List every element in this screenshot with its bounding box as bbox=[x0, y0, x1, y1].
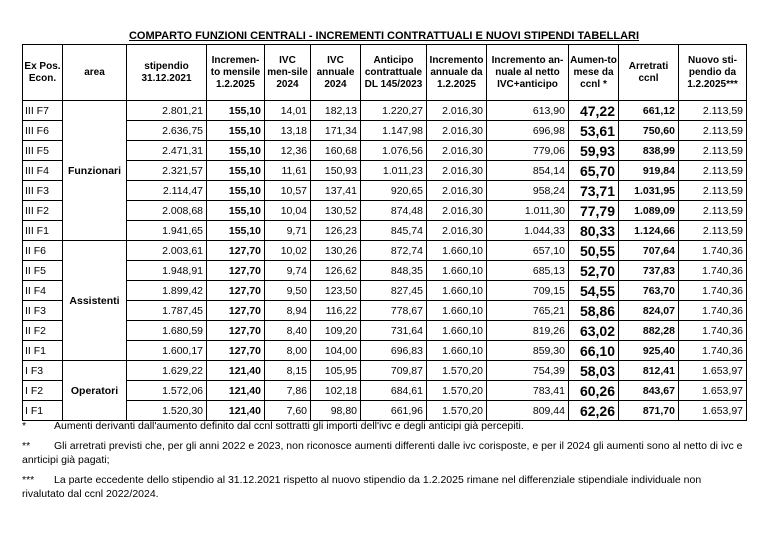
value-cell: 155,10 bbox=[207, 201, 265, 221]
value-cell: 2.113,59 bbox=[679, 181, 747, 201]
value-cell: 827,45 bbox=[361, 281, 427, 301]
value-cell: 871,70 bbox=[619, 401, 679, 421]
value-cell: 127,70 bbox=[207, 341, 265, 361]
value-cell: 13,18 bbox=[265, 121, 311, 141]
value-cell: 137,41 bbox=[311, 181, 361, 201]
value-cell: 155,10 bbox=[207, 221, 265, 241]
value-cell: 8,00 bbox=[265, 341, 311, 361]
value-cell: 58,03 bbox=[569, 361, 619, 381]
value-cell: 1.653,97 bbox=[679, 381, 747, 401]
value-cell: 696,83 bbox=[361, 341, 427, 361]
value-cell: 2.003,61 bbox=[127, 241, 207, 261]
table-row bbox=[23, 161, 747, 181]
value-cell: 12,36 bbox=[265, 141, 311, 161]
value-cell: 783,41 bbox=[487, 381, 569, 401]
value-cell: 50,55 bbox=[569, 241, 619, 261]
value-cell: 2.801,21 bbox=[127, 101, 207, 121]
value-cell: 1.740,36 bbox=[679, 281, 747, 301]
table-row bbox=[23, 181, 747, 201]
column-header: Arretrati ccnl bbox=[619, 45, 679, 101]
area-cell: Operatori bbox=[63, 361, 127, 421]
value-cell: 1.520,30 bbox=[127, 401, 207, 421]
position-cell: I F3 bbox=[23, 361, 63, 381]
value-cell: 121,40 bbox=[207, 381, 265, 401]
column-header: Incremento annuale da 1.2.2025 bbox=[427, 45, 487, 101]
value-cell: 127,70 bbox=[207, 281, 265, 301]
footnote bbox=[22, 419, 746, 433]
table-row bbox=[23, 341, 747, 361]
value-cell: 1.653,97 bbox=[679, 401, 747, 421]
value-cell: 1.740,36 bbox=[679, 261, 747, 281]
table-row bbox=[23, 361, 747, 381]
value-cell: 845,74 bbox=[361, 221, 427, 241]
table-row bbox=[23, 261, 747, 281]
value-cell: 2.636,75 bbox=[127, 121, 207, 141]
table-row bbox=[23, 221, 747, 241]
area-cell: Funzionari bbox=[63, 101, 127, 241]
table-row bbox=[23, 281, 747, 301]
value-cell: 1.660,10 bbox=[427, 341, 487, 361]
position-cell: III F7 bbox=[23, 101, 63, 121]
position-cell: I F2 bbox=[23, 381, 63, 401]
value-cell: 182,13 bbox=[311, 101, 361, 121]
value-cell: 77,79 bbox=[569, 201, 619, 221]
value-cell: 155,10 bbox=[207, 141, 265, 161]
value-cell: 127,70 bbox=[207, 301, 265, 321]
value-cell: 155,10 bbox=[207, 181, 265, 201]
position-cell: II F4 bbox=[23, 281, 63, 301]
value-cell: 824,07 bbox=[619, 301, 679, 321]
value-cell: 1.680,59 bbox=[127, 321, 207, 341]
value-cell: 1.629,22 bbox=[127, 361, 207, 381]
value-cell: 130,26 bbox=[311, 241, 361, 261]
value-cell: 2.113,59 bbox=[679, 121, 747, 141]
position-cell: III F5 bbox=[23, 141, 63, 161]
value-cell: 1.600,17 bbox=[127, 341, 207, 361]
value-cell: 2.113,59 bbox=[679, 201, 747, 221]
value-cell: 1.076,56 bbox=[361, 141, 427, 161]
value-cell: 127,70 bbox=[207, 241, 265, 261]
value-cell: 925,40 bbox=[619, 341, 679, 361]
value-cell: 9,71 bbox=[265, 221, 311, 241]
value-cell: 171,34 bbox=[311, 121, 361, 141]
value-cell: 765,21 bbox=[487, 301, 569, 321]
value-cell: 116,22 bbox=[311, 301, 361, 321]
value-cell: 1.124,66 bbox=[619, 221, 679, 241]
value-cell: 1.660,10 bbox=[427, 261, 487, 281]
value-cell: 1.899,42 bbox=[127, 281, 207, 301]
table-row bbox=[23, 201, 747, 221]
column-header: Incremen-to mensile 1.2.2025 bbox=[207, 45, 265, 101]
position-cell: II F6 bbox=[23, 241, 63, 261]
footnote-text: Aumenti derivanti dall'aumento definito dal ccnl sottratti gli importi dell'ivc e degli anticipi già percepiti. bbox=[54, 420, 524, 432]
value-cell: 10,57 bbox=[265, 181, 311, 201]
value-cell: 8,94 bbox=[265, 301, 311, 321]
table-row bbox=[23, 401, 747, 421]
value-cell: 53,61 bbox=[569, 121, 619, 141]
value-cell: 754,39 bbox=[487, 361, 569, 381]
value-cell: 1.941,65 bbox=[127, 221, 207, 241]
value-cell: 882,28 bbox=[619, 321, 679, 341]
value-cell: 843,67 bbox=[619, 381, 679, 401]
value-cell: 126,23 bbox=[311, 221, 361, 241]
column-header: Aumen-to mese da ccnl * bbox=[569, 45, 619, 101]
footnote-marker: * bbox=[22, 420, 27, 432]
value-cell: 10,02 bbox=[265, 241, 311, 261]
value-cell: 684,61 bbox=[361, 381, 427, 401]
value-cell: 155,10 bbox=[207, 101, 265, 121]
salary-table bbox=[22, 44, 747, 421]
value-cell: 7,60 bbox=[265, 401, 311, 421]
value-cell: 2.016,30 bbox=[427, 121, 487, 141]
value-cell: 838,99 bbox=[619, 141, 679, 161]
value-cell: 1.147,98 bbox=[361, 121, 427, 141]
value-cell: 11,61 bbox=[265, 161, 311, 181]
value-cell: 809,44 bbox=[487, 401, 569, 421]
value-cell: 1.740,36 bbox=[679, 341, 747, 361]
table-row bbox=[23, 121, 747, 141]
value-cell: 1.089,09 bbox=[619, 201, 679, 221]
value-cell: 819,26 bbox=[487, 321, 569, 341]
value-cell: 763,70 bbox=[619, 281, 679, 301]
document-title: COMPARTO FUNZIONI CENTRALI - INCREMENTI CONTRATTUALI E NUOVI STIPENDI TABELLARI bbox=[128, 30, 640, 42]
value-cell: 709,15 bbox=[487, 281, 569, 301]
value-cell: 2.113,59 bbox=[679, 141, 747, 161]
value-cell: 854,14 bbox=[487, 161, 569, 181]
value-cell: 2.016,30 bbox=[427, 141, 487, 161]
value-cell: 9,50 bbox=[265, 281, 311, 301]
value-cell: 1.031,95 bbox=[619, 181, 679, 201]
value-cell: 657,10 bbox=[487, 241, 569, 261]
value-cell: 105,95 bbox=[311, 361, 361, 381]
value-cell: 126,62 bbox=[311, 261, 361, 281]
value-cell: 102,18 bbox=[311, 381, 361, 401]
position-cell: III F2 bbox=[23, 201, 63, 221]
value-cell: 1.740,36 bbox=[679, 301, 747, 321]
value-cell: 707,64 bbox=[619, 241, 679, 261]
column-header: IVC annuale 2024 bbox=[311, 45, 361, 101]
value-cell: 1.011,23 bbox=[361, 161, 427, 181]
value-cell: 1.787,45 bbox=[127, 301, 207, 321]
value-cell: 62,26 bbox=[569, 401, 619, 421]
value-cell: 696,98 bbox=[487, 121, 569, 141]
value-cell: 65,70 bbox=[569, 161, 619, 181]
value-cell: 1.572,06 bbox=[127, 381, 207, 401]
value-cell: 80,33 bbox=[569, 221, 619, 241]
value-cell: 1.011,30 bbox=[487, 201, 569, 221]
value-cell: 130,52 bbox=[311, 201, 361, 221]
value-cell: 2.113,59 bbox=[679, 161, 747, 181]
position-cell: III F6 bbox=[23, 121, 63, 141]
position-cell: II F5 bbox=[23, 261, 63, 281]
column-header: area bbox=[63, 45, 127, 101]
value-cell: 779,06 bbox=[487, 141, 569, 161]
value-cell: 2.114,47 bbox=[127, 181, 207, 201]
position-cell: I F1 bbox=[23, 401, 63, 421]
area-cell: Assistenti bbox=[63, 241, 127, 361]
value-cell: 2.113,59 bbox=[679, 101, 747, 121]
value-cell: 8,40 bbox=[265, 321, 311, 341]
value-cell: 121,40 bbox=[207, 361, 265, 381]
column-header: IVC men-sile 2024 bbox=[265, 45, 311, 101]
value-cell: 2.321,57 bbox=[127, 161, 207, 181]
value-cell: 737,83 bbox=[619, 261, 679, 281]
column-header: Incremento an-nuale al netto IVC+anticipo bbox=[487, 45, 569, 101]
value-cell: 750,60 bbox=[619, 121, 679, 141]
value-cell: 1.660,10 bbox=[427, 241, 487, 261]
value-cell: 778,67 bbox=[361, 301, 427, 321]
value-cell: 872,74 bbox=[361, 241, 427, 261]
value-cell: 2.113,59 bbox=[679, 221, 747, 241]
header-row bbox=[23, 45, 747, 101]
value-cell: 59,93 bbox=[569, 141, 619, 161]
footnote bbox=[22, 439, 746, 467]
value-cell: 1.740,36 bbox=[679, 321, 747, 341]
value-cell: 127,70 bbox=[207, 321, 265, 341]
value-cell: 47,22 bbox=[569, 101, 619, 121]
value-cell: 54,55 bbox=[569, 281, 619, 301]
position-cell: III F1 bbox=[23, 221, 63, 241]
value-cell: 10,04 bbox=[265, 201, 311, 221]
value-cell: 1.570,20 bbox=[427, 361, 487, 381]
value-cell: 812,41 bbox=[619, 361, 679, 381]
value-cell: 1.570,20 bbox=[427, 381, 487, 401]
value-cell: 1.660,10 bbox=[427, 321, 487, 341]
value-cell: 2.016,30 bbox=[427, 161, 487, 181]
value-cell: 160,68 bbox=[311, 141, 361, 161]
value-cell: 14,01 bbox=[265, 101, 311, 121]
column-header: Ex Pos. Econ. bbox=[23, 45, 63, 101]
value-cell: 1.660,10 bbox=[427, 301, 487, 321]
value-cell: 919,84 bbox=[619, 161, 679, 181]
value-cell: 1.653,97 bbox=[679, 361, 747, 381]
value-cell: 58,86 bbox=[569, 301, 619, 321]
table-row bbox=[23, 101, 747, 121]
position-cell: II F2 bbox=[23, 321, 63, 341]
value-cell: 731,64 bbox=[361, 321, 427, 341]
footnotes bbox=[22, 419, 746, 507]
footnote bbox=[22, 473, 746, 501]
value-cell: 2.016,30 bbox=[427, 101, 487, 121]
value-cell: 104,00 bbox=[311, 341, 361, 361]
value-cell: 1.660,10 bbox=[427, 281, 487, 301]
value-cell: 874,48 bbox=[361, 201, 427, 221]
value-cell: 859,30 bbox=[487, 341, 569, 361]
value-cell: 661,12 bbox=[619, 101, 679, 121]
table-row bbox=[23, 301, 747, 321]
value-cell: 2.016,30 bbox=[427, 181, 487, 201]
value-cell: 1.948,91 bbox=[127, 261, 207, 281]
table-row bbox=[23, 381, 747, 401]
value-cell: 60,26 bbox=[569, 381, 619, 401]
value-cell: 920,65 bbox=[361, 181, 427, 201]
position-cell: II F3 bbox=[23, 301, 63, 321]
value-cell: 1.044,33 bbox=[487, 221, 569, 241]
value-cell: 63,02 bbox=[569, 321, 619, 341]
value-cell: 685,13 bbox=[487, 261, 569, 281]
value-cell: 958,24 bbox=[487, 181, 569, 201]
footnote-text: La parte eccedente dello stipendio al 31.12.2021 rispetto al nuovo stipendio da 1.2.2025 rimane nel differenziale stipendiale individuale non rivalutato dal ccnl 2022/2024. bbox=[22, 474, 702, 500]
value-cell: 73,71 bbox=[569, 181, 619, 201]
value-cell: 155,10 bbox=[207, 161, 265, 181]
value-cell: 848,35 bbox=[361, 261, 427, 281]
value-cell: 52,70 bbox=[569, 261, 619, 281]
footnote-marker: ** bbox=[22, 440, 31, 452]
value-cell: 2.016,30 bbox=[427, 221, 487, 241]
value-cell: 66,10 bbox=[569, 341, 619, 361]
position-cell: II F1 bbox=[23, 341, 63, 361]
value-cell: 150,93 bbox=[311, 161, 361, 181]
value-cell: 1.570,20 bbox=[427, 401, 487, 421]
value-cell: 127,70 bbox=[207, 261, 265, 281]
value-cell: 7,86 bbox=[265, 381, 311, 401]
table-row bbox=[23, 141, 747, 161]
value-cell: 613,90 bbox=[487, 101, 569, 121]
value-cell: 155,10 bbox=[207, 121, 265, 141]
column-header: Anticipo contrattuale DL 145/2023 bbox=[361, 45, 427, 101]
value-cell: 2.016,30 bbox=[427, 201, 487, 221]
value-cell: 1.740,36 bbox=[679, 241, 747, 261]
footnote-text: Gli arretrati previsti che, per gli anni 2022 e 2023, non riconosce aumenti differenti dalle ivc corisposte, e per il 2024 gli aumenti sono al netto di ivc e anrticipi già pagati; bbox=[22, 440, 743, 466]
value-cell: 123,50 bbox=[311, 281, 361, 301]
value-cell: 109,20 bbox=[311, 321, 361, 341]
footnote-marker: *** bbox=[22, 474, 35, 486]
column-header: Nuovo sti-pendio da 1.2.2025*** bbox=[679, 45, 747, 101]
value-cell: 2.008,68 bbox=[127, 201, 207, 221]
column-header: stipendio 31.12.2021 bbox=[127, 45, 207, 101]
value-cell: 2.471,31 bbox=[127, 141, 207, 161]
value-cell: 9,74 bbox=[265, 261, 311, 281]
position-cell: III F4 bbox=[23, 161, 63, 181]
value-cell: 8,15 bbox=[265, 361, 311, 381]
value-cell: 121,40 bbox=[207, 401, 265, 421]
value-cell: 661,96 bbox=[361, 401, 427, 421]
value-cell: 1.220,27 bbox=[361, 101, 427, 121]
value-cell: 98,80 bbox=[311, 401, 361, 421]
table-row bbox=[23, 241, 747, 261]
table-row bbox=[23, 321, 747, 341]
value-cell: 709,87 bbox=[361, 361, 427, 381]
position-cell: III F3 bbox=[23, 181, 63, 201]
